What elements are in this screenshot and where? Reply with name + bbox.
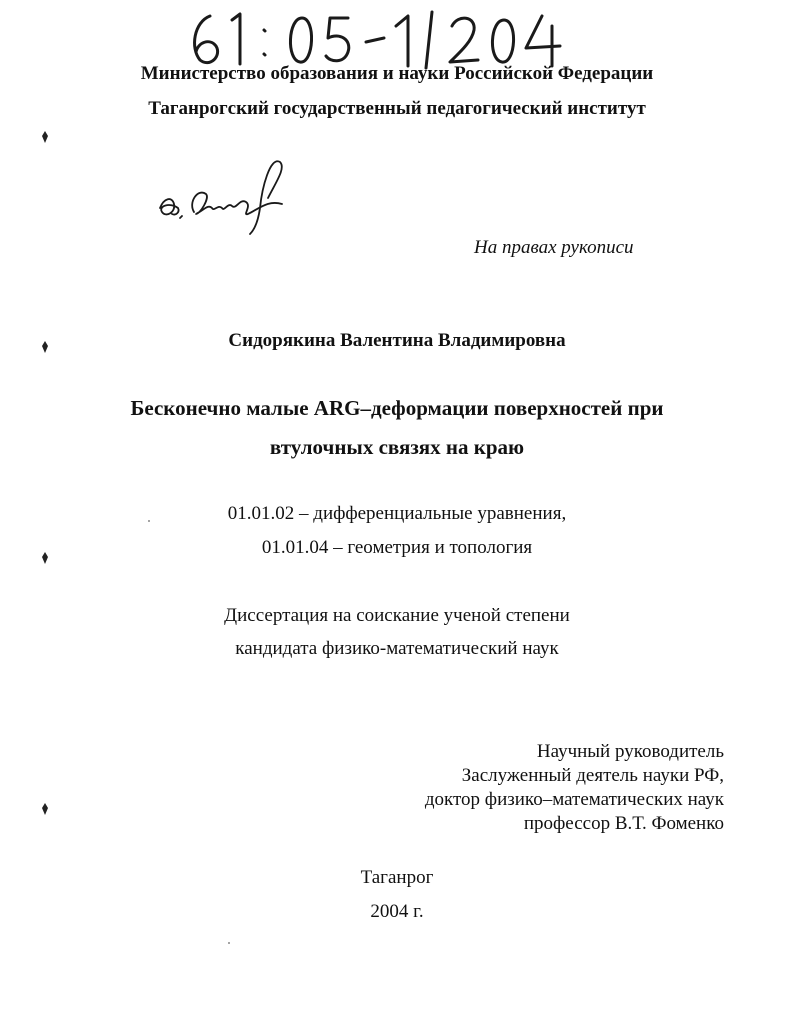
author-name: Сидорякина Валентина Владимировна bbox=[228, 330, 566, 351]
rights-note: На правах рукописи bbox=[474, 237, 634, 258]
margin-mark bbox=[40, 551, 50, 565]
margin-mark bbox=[40, 802, 50, 816]
supervisor-block bbox=[425, 740, 724, 836]
year: 2004 г. bbox=[370, 901, 424, 922]
degree-line-1: Диссертация на соискание ученой степени bbox=[224, 605, 570, 626]
institute-name: Таганрогский государственный педагогический институт bbox=[148, 98, 646, 119]
title-line-1: Бесконечно малые ARG–деформации поверхностей при bbox=[130, 396, 664, 420]
city: Таганрог bbox=[360, 867, 434, 888]
archive-number-handwritten bbox=[170, 8, 570, 70]
degree-line-2: кандидата физико-математический наук bbox=[235, 638, 559, 659]
supervisor-label: Научный руководитель bbox=[536, 741, 724, 762]
specialty-line-2: 01.01.04 – геометрия и топология bbox=[261, 537, 533, 558]
margin-mark bbox=[40, 130, 50, 144]
supervisor-name: профессор В.Т. Фоменко bbox=[523, 813, 724, 834]
ministry-name: Министерство образования и науки Российской Федерации bbox=[140, 63, 654, 84]
scan-speck bbox=[228, 942, 230, 944]
supervisor-honor: Заслуженный деятель науки РФ, bbox=[461, 765, 724, 786]
signature bbox=[150, 158, 290, 238]
scan-speck bbox=[148, 520, 150, 522]
title-line-2: втулочных связях на краю bbox=[269, 435, 525, 459]
supervisor-degree: доктор физико–математических наук bbox=[424, 789, 724, 810]
specialty-line-1: 01.01.02 – дифференциальные уравнения, bbox=[227, 503, 567, 524]
